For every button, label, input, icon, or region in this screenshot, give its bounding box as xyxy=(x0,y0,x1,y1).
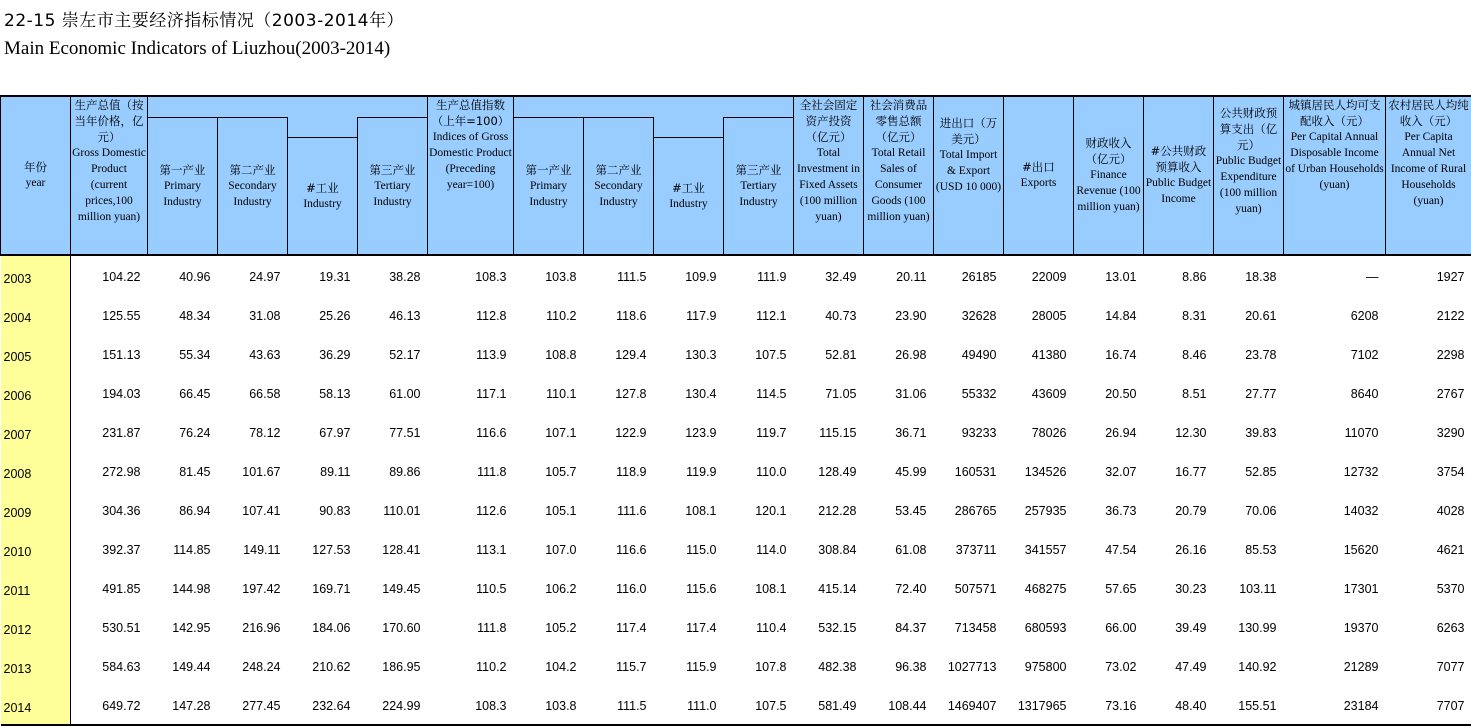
value-cell: 23.78 xyxy=(1214,334,1284,373)
value-cell: 72.40 xyxy=(864,568,934,607)
value-cell: 140.92 xyxy=(1214,646,1284,685)
value-cell: 110.2 xyxy=(514,295,584,334)
value-cell: 48.34 xyxy=(148,295,218,334)
value-cell: 52.81 xyxy=(794,334,864,373)
value-cell: 115.7 xyxy=(584,646,654,685)
value-cell: 117.9 xyxy=(654,295,724,334)
value-cell: 125.55 xyxy=(71,295,148,334)
value-cell: 111.0 xyxy=(654,685,724,725)
value-cell: 112.6 xyxy=(428,490,514,529)
value-cell: 118.6 xyxy=(584,295,654,334)
value-cell: 15620 xyxy=(1284,529,1386,568)
value-cell: 130.4 xyxy=(654,373,724,412)
value-cell: 118.9 xyxy=(584,451,654,490)
value-cell: 117.4 xyxy=(654,607,724,646)
header-public-expenditure: 公共财政预算支出（亿元） Public Budget Expenditure (100 million yuan) xyxy=(1214,96,1284,255)
value-cell: 53.45 xyxy=(864,490,934,529)
value-cell: 39.83 xyxy=(1214,412,1284,451)
value-cell: 36.29 xyxy=(288,334,358,373)
value-cell: 4028 xyxy=(1386,490,1471,529)
value-cell: 680593 xyxy=(1004,607,1074,646)
value-cell: 110.0 xyxy=(724,451,794,490)
value-cell: 7077 xyxy=(1386,646,1471,685)
year-cell: 2013 xyxy=(1,646,71,685)
header-gdp-index: 生产总值指数（上年=100） Indices of Gross Domestic Product (Preceding year=100) xyxy=(428,96,514,255)
table-row xyxy=(1,295,1471,334)
header-index-primary: 第一产业 Primary Industry xyxy=(514,118,584,255)
value-cell: 112.1 xyxy=(724,295,794,334)
value-cell: 155.51 xyxy=(1214,685,1284,725)
value-cell: 3754 xyxy=(1386,451,1471,490)
value-cell: 58.13 xyxy=(288,373,358,412)
value-cell: 114.5 xyxy=(724,373,794,412)
value-cell: 7102 xyxy=(1284,334,1386,373)
value-cell: 116.0 xyxy=(584,568,654,607)
value-cell: 5370 xyxy=(1386,568,1471,607)
table-row xyxy=(1,373,1471,412)
value-cell: 40.96 xyxy=(148,255,218,295)
value-cell: 308.84 xyxy=(794,529,864,568)
header-exports: #出口 Exports xyxy=(1004,96,1074,255)
value-cell: 38.28 xyxy=(358,255,428,295)
value-cell: 23.90 xyxy=(864,295,934,334)
value-cell: 66.45 xyxy=(148,373,218,412)
value-cell: 26.98 xyxy=(864,334,934,373)
value-cell: 73.16 xyxy=(1074,685,1144,725)
header-index-secondary: 第二产业 Secondary Industry xyxy=(584,118,654,255)
value-cell: 197.42 xyxy=(218,568,288,607)
value-cell: 147.28 xyxy=(148,685,218,725)
value-cell: 128.41 xyxy=(358,529,428,568)
table-row xyxy=(1,490,1471,529)
value-cell: 47.49 xyxy=(1144,646,1214,685)
value-cell: 32.49 xyxy=(794,255,864,295)
value-cell: 105.2 xyxy=(514,607,584,646)
value-cell: 115.6 xyxy=(654,568,724,607)
value-cell: 28005 xyxy=(1004,295,1074,334)
value-cell: 103.8 xyxy=(514,255,584,295)
header-index-tertiary: 第三产业 Tertiary Industry xyxy=(724,118,794,255)
value-cell: 130.3 xyxy=(654,334,724,373)
value-cell: 149.45 xyxy=(358,568,428,607)
value-cell: 81.45 xyxy=(148,451,218,490)
value-cell: 116.6 xyxy=(428,412,514,451)
value-cell: 105.1 xyxy=(514,490,584,529)
value-cell: 101.67 xyxy=(218,451,288,490)
value-cell: 61.08 xyxy=(864,529,934,568)
value-cell: — xyxy=(1284,255,1386,295)
value-cell: 120.1 xyxy=(724,490,794,529)
value-cell: 89.86 xyxy=(358,451,428,490)
value-cell: 105.7 xyxy=(514,451,584,490)
value-cell: 45.99 xyxy=(864,451,934,490)
value-cell: 130.99 xyxy=(1214,607,1284,646)
table-title-cn: 22-15 崇左市主要经济指标情况（2003-2014年） xyxy=(4,6,404,31)
value-cell: 111.9 xyxy=(724,255,794,295)
value-cell: 392.37 xyxy=(71,529,148,568)
table-row xyxy=(1,529,1471,568)
value-cell: 116.6 xyxy=(584,529,654,568)
value-cell: 129.4 xyxy=(584,334,654,373)
value-cell: 43609 xyxy=(1004,373,1074,412)
header-investment: 全社会固定资产投资（亿元） Total Investment in Fixed Assets (100 million yuan) xyxy=(794,96,864,255)
value-cell: 1469407 xyxy=(934,685,1004,725)
value-cell: 32628 xyxy=(934,295,1004,334)
value-cell: 119.7 xyxy=(724,412,794,451)
header-gdp: 生产总值（按当年价格，亿元） Gross Domestic Product (current prices,100 million yuan) xyxy=(71,96,148,255)
value-cell: 20.50 xyxy=(1074,373,1144,412)
value-cell: 8.51 xyxy=(1144,373,1214,412)
year-cell: 2007 xyxy=(1,412,71,451)
year-cell: 2005 xyxy=(1,334,71,373)
value-cell: 36.73 xyxy=(1074,490,1144,529)
value-cell: 23184 xyxy=(1284,685,1386,725)
indicators-table xyxy=(0,95,1471,726)
value-cell: 4621 xyxy=(1386,529,1471,568)
table-row xyxy=(1,646,1471,685)
table-row xyxy=(1,568,1471,607)
header-gdp-span xyxy=(148,96,428,118)
year-cell: 2003 xyxy=(1,255,71,295)
value-cell: 55.34 xyxy=(148,334,218,373)
value-cell: 90.83 xyxy=(288,490,358,529)
value-cell: 186.95 xyxy=(358,646,428,685)
value-cell: 22009 xyxy=(1004,255,1074,295)
value-cell: 108.8 xyxy=(514,334,584,373)
value-cell: 117.1 xyxy=(428,373,514,412)
value-cell: 151.13 xyxy=(71,334,148,373)
header-revenue: 财政收入（亿元） Finance Revenue (100 million yuan) xyxy=(1074,96,1144,255)
header-urban-income: 城镇居民人均可支配收入（元） Per Capital Annual Disposable Income of Urban Households (yuan) xyxy=(1284,96,1386,255)
value-cell: 13.01 xyxy=(1074,255,1144,295)
value-cell: 8.31 xyxy=(1144,295,1214,334)
value-cell: 52.17 xyxy=(358,334,428,373)
value-cell: 78026 xyxy=(1004,412,1074,451)
table-row xyxy=(1,334,1471,373)
value-cell: 20.79 xyxy=(1144,490,1214,529)
value-cell: 232.64 xyxy=(288,685,358,725)
value-cell: 78.12 xyxy=(218,412,288,451)
table-row xyxy=(1,607,1471,646)
value-cell: 149.11 xyxy=(218,529,288,568)
value-cell: 115.0 xyxy=(654,529,724,568)
value-cell: 67.97 xyxy=(288,412,358,451)
value-cell: 111.6 xyxy=(584,490,654,529)
table-row xyxy=(1,451,1471,490)
table-title-en: Main Economic Indicators of Liuzhou(2003-2014) xyxy=(4,38,390,60)
header-gdp-industry-gap xyxy=(288,118,358,138)
value-cell: 108.3 xyxy=(428,255,514,295)
value-cell: 43.63 xyxy=(218,334,288,373)
header-gdp-primary: 第一产业 Primary Industry xyxy=(148,118,218,255)
value-cell: 107.1 xyxy=(514,412,584,451)
value-cell: 57.65 xyxy=(1074,568,1144,607)
value-cell: 66.58 xyxy=(218,373,288,412)
value-cell: 39.49 xyxy=(1144,607,1214,646)
value-cell: 491.85 xyxy=(71,568,148,607)
value-cell: 581.49 xyxy=(794,685,864,725)
value-cell: 277.45 xyxy=(218,685,288,725)
value-cell: 212.28 xyxy=(794,490,864,529)
value-cell: 24.97 xyxy=(218,255,288,295)
value-cell: 12.30 xyxy=(1144,412,1214,451)
value-cell: 48.40 xyxy=(1144,685,1214,725)
value-cell: 482.38 xyxy=(794,646,864,685)
value-cell: 110.2 xyxy=(428,646,514,685)
year-cell: 2008 xyxy=(1,451,71,490)
value-cell: 122.9 xyxy=(584,412,654,451)
year-cell: 2011 xyxy=(1,568,71,607)
header-gdp-secondary: 第二产业 Secondary Industry xyxy=(218,118,288,255)
value-cell: 41380 xyxy=(1004,334,1074,373)
value-cell: 19370 xyxy=(1284,607,1386,646)
year-cell: 2006 xyxy=(1,373,71,412)
value-cell: 77.51 xyxy=(358,412,428,451)
value-cell: 113.9 xyxy=(428,334,514,373)
value-cell: 107.0 xyxy=(514,529,584,568)
value-cell: 128.49 xyxy=(794,451,864,490)
value-cell: 107.5 xyxy=(724,334,794,373)
value-cell: 8.46 xyxy=(1144,334,1214,373)
value-cell: 113.1 xyxy=(428,529,514,568)
header-public-income: #公共财政预算收入 Public Budget Income xyxy=(1144,96,1214,255)
header-gdp-tertiary: 第三产业 Tertiary Industry xyxy=(358,118,428,255)
value-cell: 20.61 xyxy=(1214,295,1284,334)
value-cell: 25.26 xyxy=(288,295,358,334)
value-cell: 32.07 xyxy=(1074,451,1144,490)
value-cell: 14032 xyxy=(1284,490,1386,529)
value-cell: 96.38 xyxy=(864,646,934,685)
value-cell: 123.9 xyxy=(654,412,724,451)
value-cell: 17301 xyxy=(1284,568,1386,607)
value-cell: 19.31 xyxy=(288,255,358,295)
value-cell: 18.38 xyxy=(1214,255,1284,295)
value-cell: 70.06 xyxy=(1214,490,1284,529)
value-cell: 8.86 xyxy=(1144,255,1214,295)
value-cell: 149.44 xyxy=(148,646,218,685)
value-cell: 1927 xyxy=(1386,255,1471,295)
header-index-industry: #工业 Industry xyxy=(654,137,724,255)
value-cell: 49490 xyxy=(934,334,1004,373)
value-cell: 106.2 xyxy=(514,568,584,607)
value-cell: 373711 xyxy=(934,529,1004,568)
value-cell: 104.2 xyxy=(514,646,584,685)
value-cell: 6263 xyxy=(1386,607,1471,646)
value-cell: 111.5 xyxy=(584,255,654,295)
value-cell: 66.00 xyxy=(1074,607,1144,646)
year-cell: 2010 xyxy=(1,529,71,568)
value-cell: 76.24 xyxy=(148,412,218,451)
value-cell: 272.98 xyxy=(71,451,148,490)
value-cell: 216.96 xyxy=(218,607,288,646)
value-cell: 8640 xyxy=(1284,373,1386,412)
value-cell: 55332 xyxy=(934,373,1004,412)
value-cell: 16.74 xyxy=(1074,334,1144,373)
value-cell: 115.15 xyxy=(794,412,864,451)
value-cell: 6208 xyxy=(1284,295,1386,334)
value-cell: 169.71 xyxy=(288,568,358,607)
value-cell: 110.4 xyxy=(724,607,794,646)
table-body xyxy=(1,255,1471,725)
value-cell: 103.11 xyxy=(1214,568,1284,607)
table-row xyxy=(1,685,1471,725)
value-cell: 2767 xyxy=(1386,373,1471,412)
value-cell: 257935 xyxy=(1004,490,1074,529)
value-cell: 530.51 xyxy=(71,607,148,646)
value-cell: 1317965 xyxy=(1004,685,1074,725)
header-gdp-industry: #工业 Industry xyxy=(288,137,358,255)
value-cell: 2298 xyxy=(1386,334,1471,373)
value-cell: 108.3 xyxy=(428,685,514,725)
value-cell: 3290 xyxy=(1386,412,1471,451)
value-cell: 46.13 xyxy=(358,295,428,334)
value-cell: 110.1 xyxy=(514,373,584,412)
value-cell: 47.54 xyxy=(1074,529,1144,568)
value-cell: 31.06 xyxy=(864,373,934,412)
value-cell: 184.06 xyxy=(288,607,358,646)
value-cell: 107.41 xyxy=(218,490,288,529)
value-cell: 286765 xyxy=(934,490,1004,529)
value-cell: 20.11 xyxy=(864,255,934,295)
header-index-industry-gap xyxy=(654,118,724,138)
year-cell: 2009 xyxy=(1,490,71,529)
header-trade: 进出口（万美元） Total Import & Export (USD 10 000) xyxy=(934,96,1004,255)
value-cell: 117.4 xyxy=(584,607,654,646)
year-cell: 2014 xyxy=(1,685,71,725)
value-cell: 134526 xyxy=(1004,451,1074,490)
value-cell: 61.00 xyxy=(358,373,428,412)
value-cell: 110.01 xyxy=(358,490,428,529)
value-cell: 111.8 xyxy=(428,451,514,490)
value-cell: 108.1 xyxy=(654,490,724,529)
value-cell: 112.8 xyxy=(428,295,514,334)
value-cell: 2122 xyxy=(1386,295,1471,334)
value-cell: 111.5 xyxy=(584,685,654,725)
value-cell: 27.77 xyxy=(1214,373,1284,412)
value-cell: 108.44 xyxy=(864,685,934,725)
header-year: 年份 year xyxy=(1,96,71,255)
value-cell: 127.53 xyxy=(288,529,358,568)
value-cell: 127.8 xyxy=(584,373,654,412)
value-cell: 26185 xyxy=(934,255,1004,295)
value-cell: 86.94 xyxy=(148,490,218,529)
value-cell: 7707 xyxy=(1386,685,1471,725)
value-cell: 93233 xyxy=(934,412,1004,451)
value-cell: 210.62 xyxy=(288,646,358,685)
value-cell: 26.16 xyxy=(1144,529,1214,568)
value-cell: 713458 xyxy=(934,607,1004,646)
value-cell: 975800 xyxy=(1004,646,1074,685)
value-cell: 649.72 xyxy=(71,685,148,725)
value-cell: 114.85 xyxy=(148,529,218,568)
value-cell: 89.11 xyxy=(288,451,358,490)
value-cell: 119.9 xyxy=(654,451,724,490)
value-cell: 115.9 xyxy=(654,646,724,685)
value-cell: 84.37 xyxy=(864,607,934,646)
value-cell: 12732 xyxy=(1284,451,1386,490)
header-rural-income: 农村居民人均纯收入（元） Per Capita Annual Net Income of Rural Households (yuan) xyxy=(1386,96,1471,255)
table-row xyxy=(1,412,1471,451)
value-cell: 532.15 xyxy=(794,607,864,646)
value-cell: 71.05 xyxy=(794,373,864,412)
value-cell: 103.8 xyxy=(514,685,584,725)
year-cell: 2012 xyxy=(1,607,71,646)
value-cell: 142.95 xyxy=(148,607,218,646)
value-cell: 194.03 xyxy=(71,373,148,412)
value-cell: 160531 xyxy=(934,451,1004,490)
value-cell: 26.94 xyxy=(1074,412,1144,451)
value-cell: 170.60 xyxy=(358,607,428,646)
value-cell: 111.8 xyxy=(428,607,514,646)
value-cell: 109.9 xyxy=(654,255,724,295)
value-cell: 248.24 xyxy=(218,646,288,685)
value-cell: 52.85 xyxy=(1214,451,1284,490)
value-cell: 415.14 xyxy=(794,568,864,607)
value-cell: 104.22 xyxy=(71,255,148,295)
value-cell: 14.84 xyxy=(1074,295,1144,334)
table-row xyxy=(1,255,1471,295)
value-cell: 224.99 xyxy=(358,685,428,725)
value-cell: 584.63 xyxy=(71,646,148,685)
value-cell: 73.02 xyxy=(1074,646,1144,685)
value-cell: 468275 xyxy=(1004,568,1074,607)
value-cell: 21289 xyxy=(1284,646,1386,685)
value-cell: 304.36 xyxy=(71,490,148,529)
year-cell: 2004 xyxy=(1,295,71,334)
header-retail: 社会消费品零售总额（亿元） Total Retail Sales of Consumer Goods (100 million yuan) xyxy=(864,96,934,255)
value-cell: 107.8 xyxy=(724,646,794,685)
value-cell: 110.5 xyxy=(428,568,514,607)
value-cell: 11070 xyxy=(1284,412,1386,451)
value-cell: 85.53 xyxy=(1214,529,1284,568)
value-cell: 341557 xyxy=(1004,529,1074,568)
value-cell: 36.71 xyxy=(864,412,934,451)
value-cell: 107.5 xyxy=(724,685,794,725)
value-cell: 507571 xyxy=(934,568,1004,607)
value-cell: 231.87 xyxy=(71,412,148,451)
value-cell: 40.73 xyxy=(794,295,864,334)
value-cell: 144.98 xyxy=(148,568,218,607)
value-cell: 30.23 xyxy=(1144,568,1214,607)
value-cell: 31.08 xyxy=(218,295,288,334)
value-cell: 108.1 xyxy=(724,568,794,607)
header-gdp-index-span xyxy=(514,96,794,118)
value-cell: 114.0 xyxy=(724,529,794,568)
value-cell: 16.77 xyxy=(1144,451,1214,490)
value-cell: 1027713 xyxy=(934,646,1004,685)
